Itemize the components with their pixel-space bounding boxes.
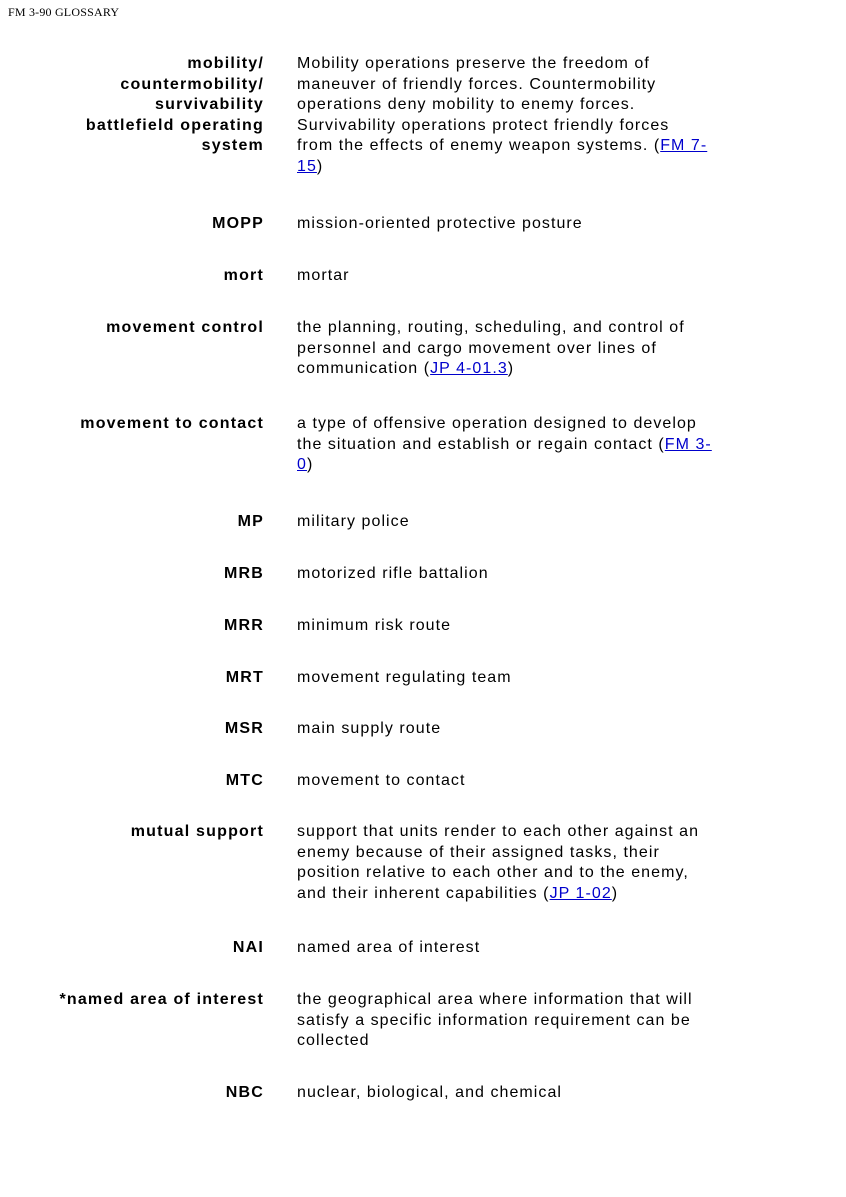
glossary-term: mobility/ countermobility/ survivability battlefield operating system <box>85 55 264 154</box>
glossary-term: MOPP <box>212 215 264 232</box>
glossary-term: mort <box>223 267 264 284</box>
glossary-definition: minimum risk route <box>297 617 452 634</box>
glossary-definition: named area of interest <box>297 939 481 956</box>
glossary-term: MP <box>237 513 264 530</box>
reference-link[interactable]: FM 7- <box>660 137 708 154</box>
page-header: FM 3-90 GLOSSARY <box>8 5 120 19</box>
glossary-definition: movement regulating team <box>297 669 512 686</box>
glossary-term: NBC <box>225 1084 264 1101</box>
glossary-term: MTC <box>225 772 264 789</box>
glossary-term: movement to contact <box>80 415 264 432</box>
glossary-definition: a type of offensive operation designed to develop the situation and establish or regain contact (FM 3- 0) <box>297 415 712 473</box>
glossary-term: MSR <box>224 720 264 737</box>
glossary-definition: the geographical area where information that will satisfy a specific information requirement can be collected <box>297 991 693 1049</box>
glossary-term: MRB <box>223 565 264 582</box>
glossary-definition: motorized rifle battalion <box>297 565 489 582</box>
glossary-definition: Mobility operations preserve the freedom of maneuver of friendly forces. Countermobility operations deny mobility to enemy forces. Survivability operations protect friendly forces from the effects of enemy weapon systems. (FM 7- 15) <box>297 55 708 175</box>
glossary-definition: the planning, routing, scheduling, and control of personnel and cargo movement over lines of communication (JP 4-01.3) <box>297 319 685 377</box>
glossary-term: NAI <box>232 939 264 956</box>
glossary-term: *named area of interest <box>59 991 264 1008</box>
glossary-term: mutual support <box>130 823 264 840</box>
reference-link[interactable]: 15 <box>297 157 317 175</box>
reference-link[interactable]: JP 1-02 <box>549 884 612 902</box>
glossary-definition: support that units render to each other against an enemy because of their assigned tasks, their position relative to each other and to the enemy, and their inherent capabilities (JP 1-02) <box>297 823 700 902</box>
reference-link[interactable]: FM 3- <box>664 435 712 453</box>
reference-link[interactable]: JP 4-01.3 <box>430 360 508 377</box>
glossary-definition: mortar <box>297 267 350 284</box>
glossary-definition: mission-oriented protective posture <box>297 215 583 232</box>
glossary-definition: military police <box>297 513 410 530</box>
glossary-definition: nuclear, biological, and chemical <box>297 1084 563 1101</box>
glossary-term: MRT <box>225 669 264 686</box>
reference-link[interactable]: 0 <box>297 456 307 473</box>
glossary-definition: main supply route <box>297 720 442 737</box>
glossary-term: MRR <box>223 617 264 634</box>
glossary-term: movement control <box>106 319 264 336</box>
glossary-definition: movement to contact <box>297 772 466 789</box>
